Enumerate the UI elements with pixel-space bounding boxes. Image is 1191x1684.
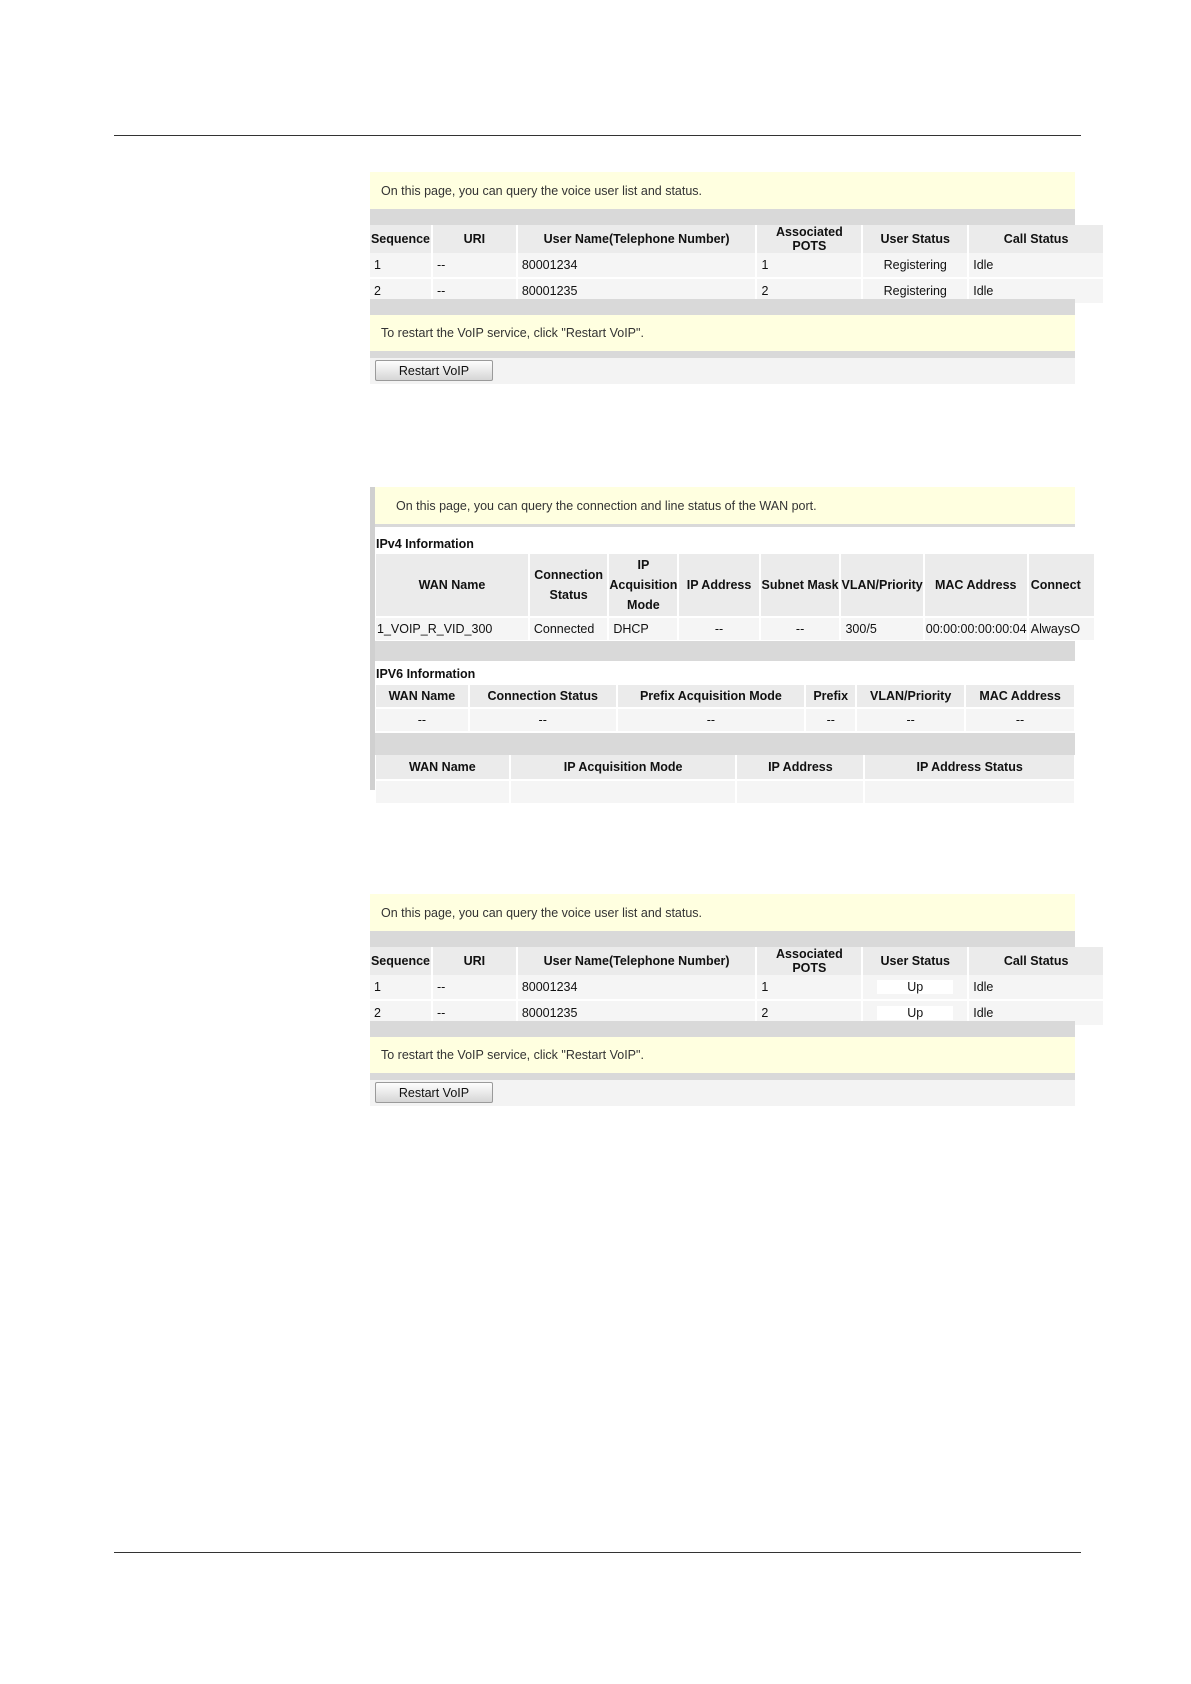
cell-user-status: Registering <box>862 278 968 304</box>
cell-uri: -- <box>432 253 517 278</box>
cell-connection: AlwaysO <box>1028 617 1095 640</box>
cell-prefix: -- <box>805 708 856 731</box>
col-ip-acquisition-mode: IP Acquisition Mode <box>510 755 737 780</box>
restart-note: To restart the VoIP service, click "Restart VoIP". <box>370 1037 1075 1073</box>
cell-subnet-mask: -- <box>760 617 841 640</box>
separator <box>370 931 1075 947</box>
col-sequence: Sequence <box>370 947 432 975</box>
wan-intro-note: On this page, you can query the connection and line status of the WAN port. <box>375 487 1075 524</box>
col-call-status: Call Status <box>968 947 1104 975</box>
separator <box>370 351 1075 358</box>
cell-uri: -- <box>432 1000 517 1026</box>
separator <box>370 209 1075 225</box>
cell-uri: -- <box>432 975 517 1000</box>
ipv4-table <box>376 554 1096 640</box>
col-wan-name: WAN Name <box>376 685 469 708</box>
cell-user-name: 80001235 <box>517 278 757 304</box>
restart-note: To restart the VoIP service, click "Restart VoIP". <box>370 315 1075 351</box>
footer-rule <box>114 1552 1081 1553</box>
empty-cell <box>510 780 737 803</box>
voice-user-table <box>370 947 1105 1027</box>
cell-pots: 2 <box>756 278 862 304</box>
cell-call-status: Idle <box>968 1000 1104 1026</box>
table-header-row <box>376 755 1075 780</box>
col-wan-name: WAN Name <box>376 554 529 617</box>
col-vlan-priority: VLAN/Priority <box>840 554 923 617</box>
cell-sequence: 2 <box>370 1000 432 1026</box>
cell-connection-status: -- <box>469 708 617 731</box>
col-prefix-acquisition-mode: Prefix Acquisition Mode <box>617 685 806 708</box>
empty-cell <box>736 780 864 803</box>
col-ip-address: IP Address <box>678 554 759 617</box>
voice-intro-note: On this page, you can query the voice user list and status. <box>370 894 1075 931</box>
col-call-status: Call Status <box>968 225 1104 253</box>
cell-user-status <box>862 975 968 1000</box>
table-row <box>376 617 1095 640</box>
separator <box>370 1073 1075 1080</box>
cell-vlan-priority: -- <box>856 708 965 731</box>
col-user-name: User Name(Telephone Number) <box>517 225 757 253</box>
button-bar <box>370 1080 1075 1106</box>
table-row <box>376 708 1075 731</box>
cell-pots: 1 <box>756 253 862 278</box>
col-subnet-mask: Subnet Mask <box>760 554 841 617</box>
table-row <box>376 780 1075 803</box>
cell-call-status: Idle <box>968 253 1104 278</box>
col-ip-acquisition-mode: IP Acquisition Mode <box>608 554 678 617</box>
col-sequence: Sequence <box>370 225 432 253</box>
ipv6-section-title: IPV6 Information <box>376 667 476 681</box>
table-header-row <box>376 685 1075 708</box>
cell-pots: 2 <box>756 1000 862 1026</box>
status-value: Up <box>877 980 953 994</box>
separator <box>375 641 1075 661</box>
ipv4-section-title: IPv4 Information <box>376 537 474 551</box>
cell-prefix-acquisition-mode: -- <box>617 708 806 731</box>
col-connection: Connect <box>1028 554 1095 617</box>
col-uri: URI <box>432 947 517 975</box>
col-connection-status: Connection Status <box>529 554 608 617</box>
empty-cell <box>376 780 510 803</box>
table-row <box>370 253 1104 278</box>
table-row <box>370 975 1104 1000</box>
cell-user-name: 80001235 <box>517 1000 757 1026</box>
restart-voip-button[interactable]: Restart VoIP <box>375 1082 493 1103</box>
table-header-row <box>370 225 1104 253</box>
cell-uri: -- <box>432 278 517 304</box>
cell-sequence: 1 <box>370 975 432 1000</box>
table-header-row <box>376 554 1095 617</box>
cell-wan-name: -- <box>376 708 469 731</box>
col-ip-address: IP Address <box>736 755 864 780</box>
cell-user-name: 80001234 <box>517 253 757 278</box>
col-mac-address: MAC Address <box>924 554 1028 617</box>
cell-sequence: 1 <box>370 253 432 278</box>
cell-pots: 1 <box>756 975 862 1000</box>
button-bar <box>370 358 1075 384</box>
restart-voip-button[interactable]: Restart VoIP <box>375 360 493 381</box>
cell-mac-address: -- <box>965 708 1075 731</box>
separator <box>370 299 1075 315</box>
col-associated-pots: Associated POTS <box>756 225 862 253</box>
cell-sequence: 2 <box>370 278 432 304</box>
separator <box>370 1021 1075 1037</box>
header-rule <box>114 135 1081 136</box>
cell-call-status: Idle <box>968 278 1104 304</box>
voice-intro-note: On this page, you can query the voice user list and status. <box>370 172 1075 209</box>
cell-user-name: 80001234 <box>517 975 757 1000</box>
cell-call-status: Idle <box>968 975 1104 1000</box>
col-uri: URI <box>432 225 517 253</box>
cell-connection-status: Connected <box>529 617 608 640</box>
col-vlan-priority: VLAN/Priority <box>856 685 965 708</box>
cell-mac-address: 00:00:00:00:00:04 <box>924 617 1028 640</box>
wan-status-screenshot <box>370 487 1081 790</box>
cell-ip-acquisition-mode: DHCP <box>608 617 678 640</box>
col-user-name: User Name(Telephone Number) <box>517 947 757 975</box>
status-value: Up <box>877 1006 953 1020</box>
col-user-status: User Status <box>862 947 968 975</box>
voice-user-table <box>370 225 1105 305</box>
col-mac-address: MAC Address <box>965 685 1075 708</box>
col-associated-pots: Associated POTS <box>756 947 862 975</box>
empty-cell <box>864 780 1075 803</box>
col-wan-name: WAN Name <box>376 755 510 780</box>
col-prefix: Prefix <box>805 685 856 708</box>
voice-status-screenshot-1 <box>370 172 1075 384</box>
separator <box>375 524 1075 527</box>
ipv6-table <box>376 685 1076 731</box>
voice-status-screenshot-2 <box>370 894 1075 1106</box>
col-ip-address-status: IP Address Status <box>864 755 1075 780</box>
cell-user-status: Registering <box>862 253 968 278</box>
ipv6-address-table <box>376 755 1076 803</box>
cell-vlan-priority: 300/5 <box>840 617 923 640</box>
cell-ip-address: -- <box>678 617 759 640</box>
col-connection-status: Connection Status <box>469 685 617 708</box>
col-user-status: User Status <box>862 225 968 253</box>
table-header-row <box>370 947 1104 975</box>
cell-wan-name: 1_VOIP_R_VID_300 <box>376 617 529 640</box>
separator <box>375 733 1075 755</box>
